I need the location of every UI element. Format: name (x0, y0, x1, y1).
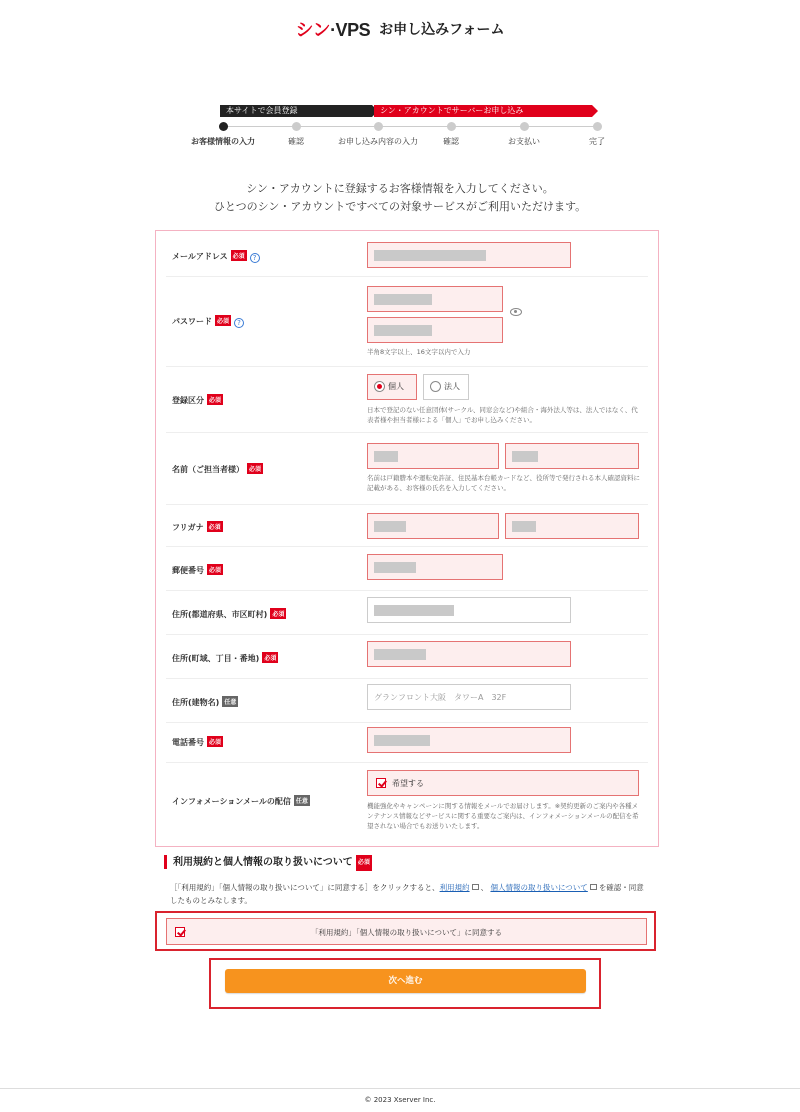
phone-label: 電話番号 (172, 738, 204, 747)
show-password-eye-icon[interactable] (510, 308, 522, 316)
step-dot-2 (292, 122, 301, 131)
kana-label: フリガナ (172, 523, 204, 532)
step-label-3: お申し込み内容の入力 (338, 137, 418, 146)
step-dot-6 (593, 122, 602, 131)
name-note: 名前は戸籍謄本や運転免許証、住民基本台帳カードなど、役所等で発行される本人確認資料に記載がある、お客様の氏名を入力してください。 (367, 474, 640, 492)
radio-icon (430, 381, 441, 392)
registration-type-label: 登録区分 (172, 396, 204, 405)
next-button[interactable]: 次へ進む (225, 969, 586, 993)
step-dot-1 (219, 122, 228, 131)
redacted-value (374, 250, 486, 261)
required-badge: 必須 (207, 394, 223, 405)
password-note: 半角8文字以上、16文字以内で入力 (367, 348, 471, 356)
prefecture-city-field[interactable] (367, 597, 571, 623)
terms-text: ［「利用規約」「個人情報の取り扱いについて」に同意する］をクリックすると、利用規約 、 個人情報の取り扱いについて を確認・同意したものとみなします。 (170, 883, 644, 905)
type-corporate-option[interactable]: 法人 (423, 374, 469, 400)
required-badge: 必須 (215, 315, 231, 326)
intro-line-1: シン・アカウントに登録するお客様情報を入力してください。 (246, 182, 554, 195)
building-field[interactable] (367, 684, 571, 710)
step-label-4: 確認 (443, 137, 459, 146)
redacted-value (374, 605, 454, 616)
help-icon[interactable]: ? (234, 318, 244, 328)
step-label-6: 完了 (589, 137, 605, 146)
last-name-kana-field[interactable] (367, 513, 499, 539)
newsletter-row (166, 763, 648, 835)
external-link-icon (590, 884, 597, 890)
agree-highlight-frame (155, 911, 656, 951)
footer-copyright: © 2023 Xserver Inc. (0, 1088, 800, 1112)
optional-badge: 任意 (294, 795, 310, 806)
redacted-value (374, 562, 416, 573)
newsletter-label: インフォメーションメールの配信 (172, 797, 291, 806)
registration-type-row (166, 367, 648, 433)
step-banner-member: 本サイトで会員登録 (220, 105, 372, 117)
required-badge: 必須 (247, 463, 263, 474)
redacted-value (374, 521, 406, 532)
kana-row (166, 505, 648, 547)
steps-progress-line (223, 126, 597, 127)
email-row (166, 231, 648, 277)
terms-of-use-link[interactable]: 利用規約 (439, 883, 470, 892)
redacted-value (374, 294, 432, 305)
street-field[interactable] (367, 641, 571, 667)
redacted-value (512, 451, 538, 462)
postal-code-field[interactable] (367, 554, 503, 580)
next-highlight-frame (209, 958, 601, 1009)
radio-selected-icon (374, 381, 385, 392)
type-individual-option[interactable]: 個人 (367, 374, 417, 400)
newsletter-option[interactable] (367, 770, 639, 796)
page-header (0, 16, 800, 42)
name-row (166, 433, 648, 505)
first-name-kana-field[interactable] (505, 513, 639, 539)
building-row (166, 679, 648, 723)
newsletter-option-label: 希望する (392, 779, 424, 788)
redacted-value (512, 521, 536, 532)
terms-heading: 利用規約と個人情報の取り扱いについて (173, 857, 353, 868)
registration-type-note: 日本で登記のない任意団体(サークル、同窓会など)や組合・海外法人等は、法人ではなく、代表者様や担当者様による「個人」でお申し込みください。 (367, 406, 638, 424)
last-name-field[interactable] (367, 443, 499, 469)
phone-row (166, 723, 648, 763)
password-label: パスワード (172, 317, 212, 326)
first-name-field[interactable] (505, 443, 639, 469)
building-label: 住所(建物名) (172, 698, 220, 707)
email-label: メールアドレス (172, 252, 228, 261)
shin-vps-logo[interactable]: シン·VPS (295, 20, 371, 40)
step-dot-4 (447, 122, 456, 131)
help-icon[interactable]: ? (250, 253, 260, 263)
step-label-5: お支払い (508, 137, 540, 146)
customer-info-form (155, 230, 659, 847)
step-label-1: お客様情報の入力 (191, 137, 255, 146)
email-field[interactable] (367, 242, 571, 268)
required-badge: 必須 (207, 564, 223, 575)
step-label-2: 確認 (288, 137, 304, 146)
name-label: 名前（ご担当者様） (172, 465, 244, 474)
required-badge: 必須 (231, 250, 247, 261)
intro-line-2: ひとつのシン・アカウントですべての対象サービスがご利用いただけます。 (213, 200, 587, 213)
postal-code-label: 郵便番号 (172, 566, 204, 575)
street-label: 住所(町域、丁目・番地) (172, 654, 260, 663)
password-field[interactable] (367, 286, 503, 312)
redacted-value (374, 735, 430, 746)
prefecture-city-label: 住所(都道府県、市区町村) (172, 610, 268, 619)
required-badge: 必須 (207, 736, 223, 747)
phone-field[interactable] (367, 727, 571, 753)
agree-terms-label: 「利用規約」「個人情報の取り扱いについて」に同意する (310, 928, 503, 937)
required-badge: 必須 (262, 652, 278, 663)
agree-terms-checkbox[interactable] (166, 918, 647, 945)
redacted-value (374, 325, 432, 336)
checkbox-checked-icon (376, 778, 386, 788)
required-badge: 必須 (356, 855, 372, 871)
required-badge: 必須 (207, 521, 223, 532)
page-title: お申し込みフォーム (379, 22, 505, 38)
redacted-value (374, 451, 398, 462)
optional-badge: 任意 (222, 696, 238, 707)
privacy-policy-link[interactable]: 個人情報の取り扱いについて (490, 883, 588, 892)
building-placeholder: グランフロント大阪 タワーA 32F (374, 693, 507, 702)
step-banner-server: シン・アカウントでサーバーお申し込み (374, 105, 592, 117)
password-row (166, 277, 648, 367)
prefecture-city-row (166, 591, 648, 635)
external-link-icon (472, 884, 479, 890)
step-dot-5 (520, 122, 529, 131)
password-confirm-field[interactable] (367, 317, 503, 343)
intro-text (0, 180, 800, 216)
redacted-value (374, 649, 426, 660)
required-badge: 必須 (270, 608, 286, 619)
postal-code-row (166, 547, 648, 591)
step-dot-3 (374, 122, 383, 131)
newsletter-note: 機能強化やキャンペーンに関する情報をメールでお届けします。※契約更新のご案内や各種メンテナンス情報などサービスに関する重要なご案内は、インフォメーションメールの配信を希望されない場合でもお送りいたします。 (367, 802, 639, 830)
street-row (166, 635, 648, 679)
